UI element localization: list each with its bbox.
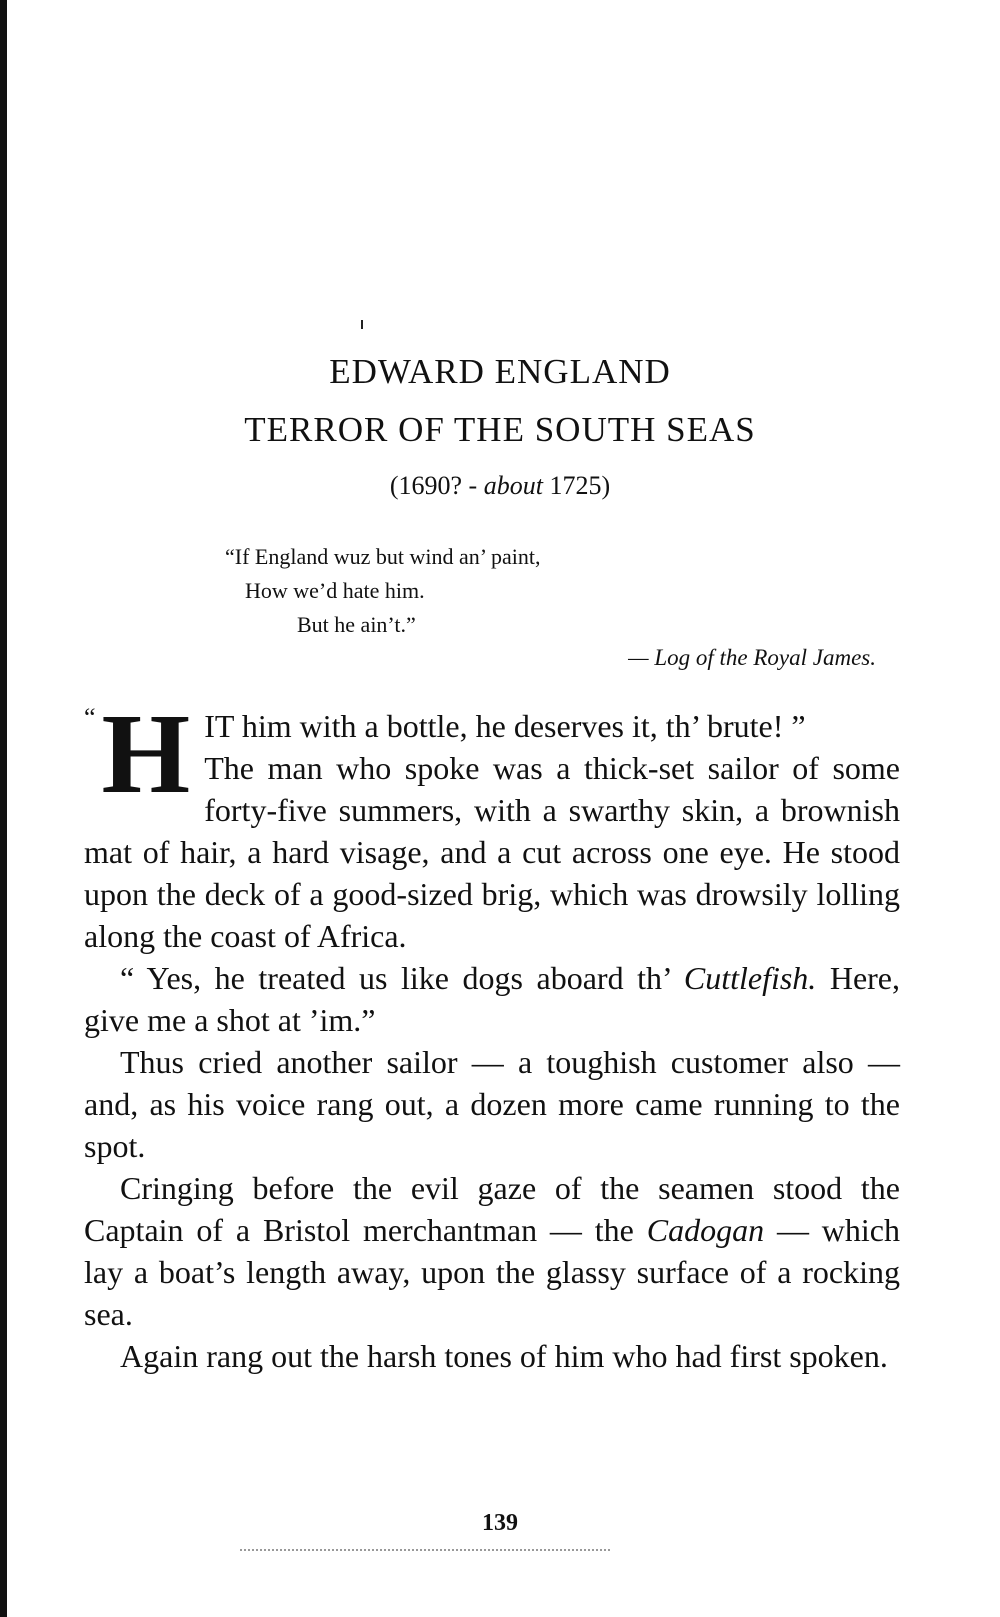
chapter-dates: [0, 471, 1000, 501]
opening-quote: “: [84, 703, 96, 732]
paragraph-1-text: IT him with a bottle, he deserves it, th’ brute! ”: [204, 708, 806, 744]
page-number: 139: [482, 1510, 518, 1536]
dates-italic: about: [483, 471, 543, 500]
chapter-body: [84, 690, 901, 1377]
paragraph-5: [84, 1167, 900, 1335]
epigraph-line-2: How we’d hate him.: [245, 578, 425, 603]
ship-name-cuttlefish: Cuttlefish.: [683, 960, 817, 996]
epigraph: [225, 540, 540, 642]
drop-cap: H: [101, 690, 191, 817]
chapter-title: EDWARD ENGLAND: [329, 352, 671, 391]
dates-prefix: (1690? -: [389, 471, 484, 500]
paragraph-1: [84, 690, 900, 817]
print-mark: [361, 320, 363, 329]
paragraph-4: Thus cried another sailor — a toughish customer also — and, as his voice rang out, a dozen more came running to the spot.: [84, 1044, 900, 1164]
page-binding-edge: [0, 0, 7, 1617]
ship-name-cadogan: Cadogan: [646, 1212, 765, 1248]
paragraph-5-end: — which lay a boat’s length away, upon the glassy surface of a rocking sea.: [84, 1212, 901, 1332]
chapter-subtitle: TERROR OF THE SOUTH SEAS: [244, 410, 756, 449]
paragraph-2: The man who spoke was a thick-set sailor of some forty-five summers, with a swarthy skin, a brownish mat of hair, a hard visage, and a cut across one eye. He stood upon the deck of a good-sized brig, which was drowsily lolling along the coast of Africa.: [84, 750, 900, 954]
epigraph-attribution: — Log of the Royal James.: [628, 645, 876, 670]
paragraph-3-end: Here, give me a shot at ’im.”: [84, 960, 901, 1038]
paragraph-5-start: Cringing before the evil gaze of the seamen stood the Captain of a Bristol merchantman — the: [84, 1170, 900, 1248]
paragraph-3-start: “ Yes, he treated us like dogs aboard th’: [120, 960, 684, 996]
paragraph-6: Again rang out the harsh tones of him who had first spoken.: [120, 1338, 888, 1374]
footer-print-dots: [240, 1549, 610, 1553]
dates-suffix: 1725): [542, 471, 611, 500]
paragraph-3: [84, 957, 900, 1041]
epigraph-line-1: “If England wuz but wind an’ paint,: [225, 544, 541, 569]
epigraph-line-3: But he ain’t.”: [297, 612, 416, 637]
